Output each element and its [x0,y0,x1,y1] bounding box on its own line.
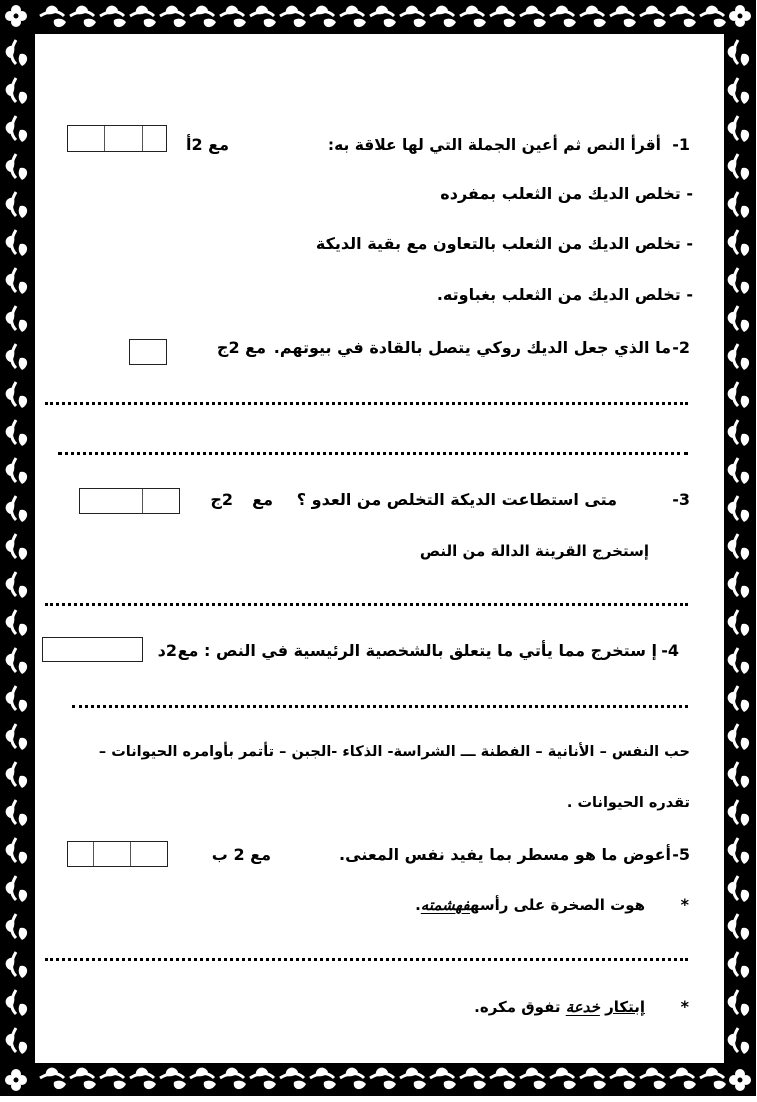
grade-cell[interactable] [142,489,179,513]
q4-choices-line1: حب النفس – الأنانية – الفطنة ـــ الشراسة- الذكاء -الجبن – تأتمر بأوامره الحيوانات – [98,744,690,760]
q2-number: 2- [672,338,690,357]
q3-subprompt: إستخرج القرينة الدالة من النص [419,542,649,560]
q1-option-3[interactable]: - تخلص الديك من الثعلب بغباوته. [436,285,693,304]
q4-choices-line2: تقدره الحيوانات . [566,795,690,811]
grade-cell[interactable] [93,842,129,866]
q1-option-2[interactable]: - تخلص الديك من الثعلب بالتعاون مع بقية الديكة [315,234,693,253]
q4-grade-box[interactable] [42,637,143,662]
q5-item2-bullet: * [680,997,689,1016]
q5-item1 [415,895,645,915]
grade-cell[interactable] [68,842,93,866]
q2-criterion: مع 2ج [216,338,266,357]
grade-cell[interactable] [43,638,142,661]
q5-item2-after: تفوق مكره. [474,998,566,1016]
answer-line[interactable] [45,958,688,961]
grade-cell[interactable] [68,126,104,151]
q5-item1-after: . [415,896,421,914]
q5-item2 [474,997,645,1017]
q4-prompt: إ ستخرج مما يأتي ما يتعلق بالشخصية الرئيسية في النص : مع [177,641,657,660]
grade-cell[interactable] [130,842,167,866]
q5-item1-underlined-word: فهشمته [420,896,470,914]
q5-number: 5- [672,845,690,864]
grade-cell[interactable] [80,489,142,513]
q5-criterion: مع 2 ب [211,845,271,864]
q3-prompt: متى استطاعت الديكة التخلص من العدو ؟ [296,490,617,509]
q5-item2-underlined-word-2: خدعة [565,998,600,1016]
q3-grade-box[interactable] [79,488,180,514]
q3-criterion-code: 2ج [210,490,233,509]
q1-option-1[interactable]: - تخلص الديك من الثعلب بمفرده [440,184,693,203]
q5-grade-box[interactable] [67,841,168,867]
q2-prompt: ما الذي جعل الديك روكي يتصل بالقادة في بيوتهم. [273,338,671,357]
q5-prompt: أعوض ما هو مسطر بما يفيد نفس المعنى. [339,845,671,864]
answer-line[interactable] [45,402,688,405]
q3-number: 3- [672,490,690,509]
q1-grade-box[interactable] [67,125,167,152]
q4-number: 4- [661,641,679,660]
q3-criterion-prefix: مع [252,490,273,509]
q2-grade-box[interactable] [129,339,167,365]
q1-criterion: مع 2أ [185,135,229,154]
q4-criterion-code: 2د [157,641,177,660]
q1-prompt: أقرأ النص ثم أعين الجملة التي لها علاقة به: [327,136,661,154]
grade-cell[interactable] [142,126,167,151]
answer-line[interactable] [72,705,688,708]
grade-cell[interactable] [130,340,166,364]
answer-line[interactable] [58,452,688,455]
grade-cell[interactable] [104,126,141,151]
q5-item1-bullet: * [680,895,689,914]
answer-line[interactable] [45,603,688,606]
q1-number: 1- [672,135,690,154]
q5-item1-before: هوت الصخرة على رأسه [469,896,645,914]
q5-item2-underlined-word-1: إبتكار [605,998,645,1016]
